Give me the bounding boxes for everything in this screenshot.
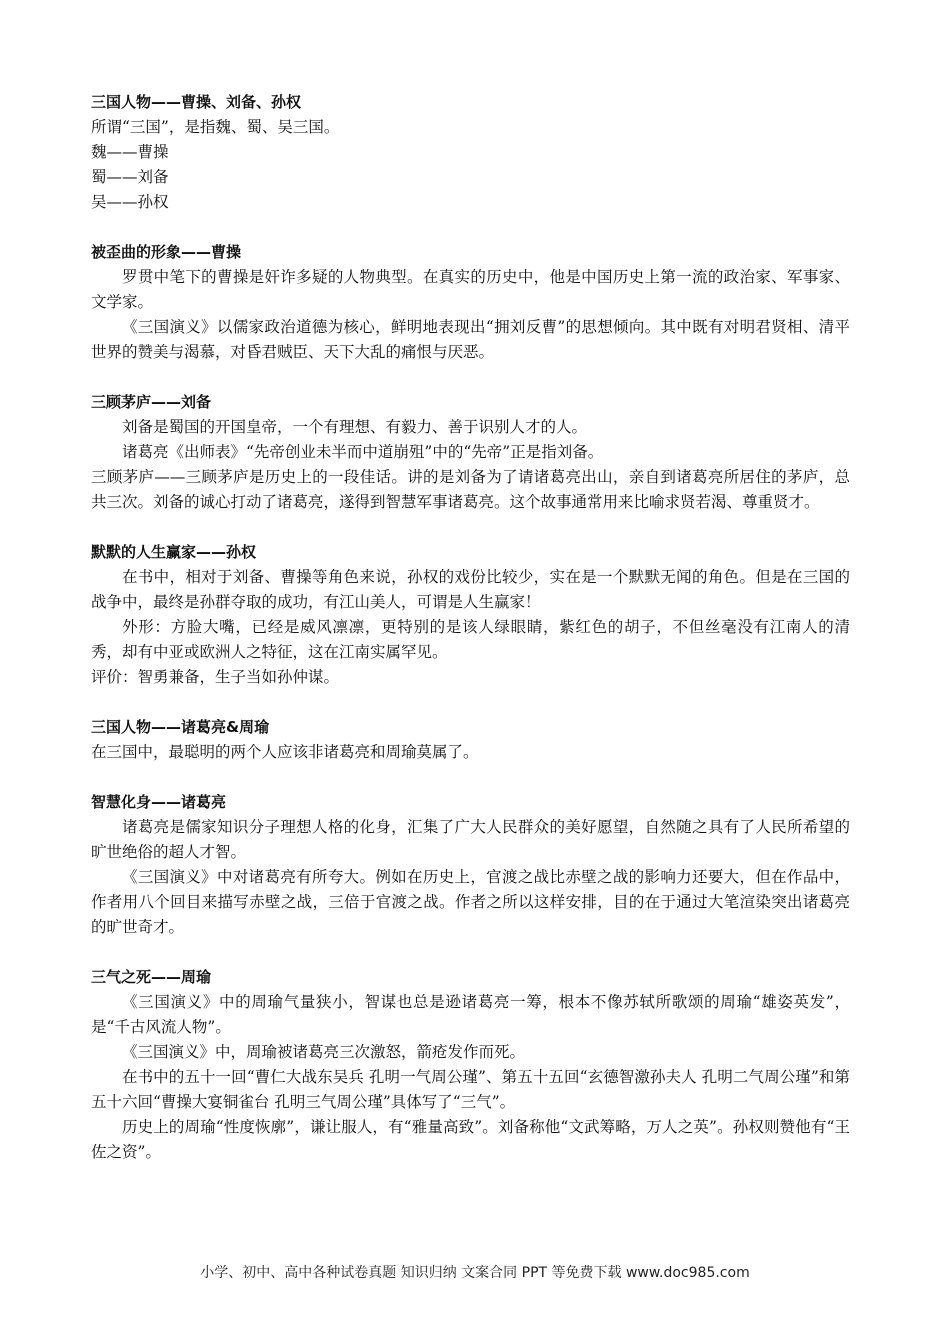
paragraph: 魏——曹操 xyxy=(91,143,169,161)
section-heading: 被歪曲的形象——曹操 xyxy=(91,243,242,261)
paragraph: 诸葛亮是儒家知识分子理想人格的化身，汇集了广大人民群众的美好愿望，自然随之具有了人民所希望的旷世绝俗的超人才智。 xyxy=(91,818,850,861)
paragraph: 在书中，相对于刘备、曹操等角色来说，孙权的戏份比较少，实在是一个默默无闻的角色。但是在三国的战争中，最终是孙群夺取的成功，有江山美人，可谓是人生赢家！ xyxy=(91,568,850,611)
paragraph: 所谓“三国”，是指魏、蜀、吴三国。 xyxy=(91,118,340,136)
paragraph: 《三国演义》中的周瑜气量狭小，智谋也总是逊诸葛亮一筹，根本不像苏轼所歌颂的周瑜“雄姿英发”，是“千古风流人物”。 xyxy=(91,993,850,1036)
section xyxy=(91,790,850,940)
paragraph: 历史上的周瑜“性度恢廓”，谦让服人，有“雅量高致”。刘备称他“文武筹略，万人之英”。孙权则赞他有“王佐之资”。 xyxy=(91,1118,850,1161)
document-body xyxy=(91,90,850,1165)
section-heading: 三国人物——曹操、刘备、孙权 xyxy=(91,93,302,111)
paragraph: 外形：方脸大嘴，已经是威风凛凛，更特别的是该人绿眼睛，紫红色的胡子，不但丝毫没有江南人的清秀，却有中亚或欧洲人之特征，这在江南实属罕见。 xyxy=(91,618,850,661)
section xyxy=(91,965,850,1165)
section xyxy=(91,540,850,690)
section-heading: 三顾茅庐——刘备 xyxy=(91,393,212,411)
section-heading: 智慧化身——诸葛亮 xyxy=(91,793,227,811)
paragraph: 罗贯中笔下的曹操是奸诈多疑的人物典型。在真实的历史中，他是中国历史上第一流的政治家、军事家、文学家。 xyxy=(91,268,850,311)
paragraph: 评价：智勇兼备，生子当如孙仲谋。 xyxy=(91,668,340,686)
paragraph: 吴——孙权 xyxy=(91,193,169,211)
paragraph: 《三国演义》中对诸葛亮有所夸大。例如在历史上，官渡之战比赤壁之战的影响力还要大，但在作品中，作者用八个回目来描写赤壁之战，三倍于官渡之战。作者之所以这样安排，目的在于通过大笔渲染突出诸葛亮的旷世奇才。 xyxy=(91,868,850,936)
paragraph: 在三国中，最聪明的两个人应该非诸葛亮和周瑜莫属了。 xyxy=(91,743,479,761)
section xyxy=(91,390,850,515)
section xyxy=(91,90,850,215)
section xyxy=(91,715,850,765)
paragraph: 诸葛亮《出师表》“先帝创业未半而中道崩殂”中的“先帝”正是指刘备。 xyxy=(122,443,604,461)
footer-text: 小学、初中、高中各种试卷真题 知识归纳 文案合同 PPT 等免费下载 www.doc985.com xyxy=(200,1265,750,1281)
section xyxy=(91,240,850,365)
paragraph: 在书中的五十一回“曹仁大战东吴兵 孔明一气周公瑾”、第五十五回“玄德智激孙夫人 孔明二气周公瑾”和第五十六回“曹操大宴铜雀台 孔明三气周公瑾”具体写了“三气”。 xyxy=(91,1068,850,1111)
paragraph: 《三国演义》以儒家政治道德为核心，鲜明地表现出“拥刘反曹”的思想倾向。其中既有对明君贤相、清平世界的赞美与渴慕，对昏君贼臣、天下大乱的痛恨与厌恶。 xyxy=(91,318,850,361)
paragraph: 《三国演义》中，周瑜被诸葛亮三次激怒，箭疮发作而死。 xyxy=(122,1043,526,1061)
section-heading: 默默的人生赢家——孙权 xyxy=(91,543,257,561)
section-heading: 三国人物——诸葛亮&周瑜 xyxy=(91,718,270,736)
section-heading: 三气之死——周瑜 xyxy=(91,968,212,986)
paragraph: 刘备是蜀国的开国皇帝，一个有理想、有毅力、善于识别人才的人。 xyxy=(122,418,588,436)
paragraph: 蜀——刘备 xyxy=(91,168,169,186)
paragraph: 三顾茅庐——三顾茅庐是历史上的一段佳话。讲的是刘备为了请诸葛亮出山，亲自到诸葛亮所居住的茅庐，总共三次。刘备的诚心打动了诸葛亮，遂得到智慧军事诸葛亮。这个故事通常用来比喻求贤若渴、尊重贤才。 xyxy=(91,468,850,511)
